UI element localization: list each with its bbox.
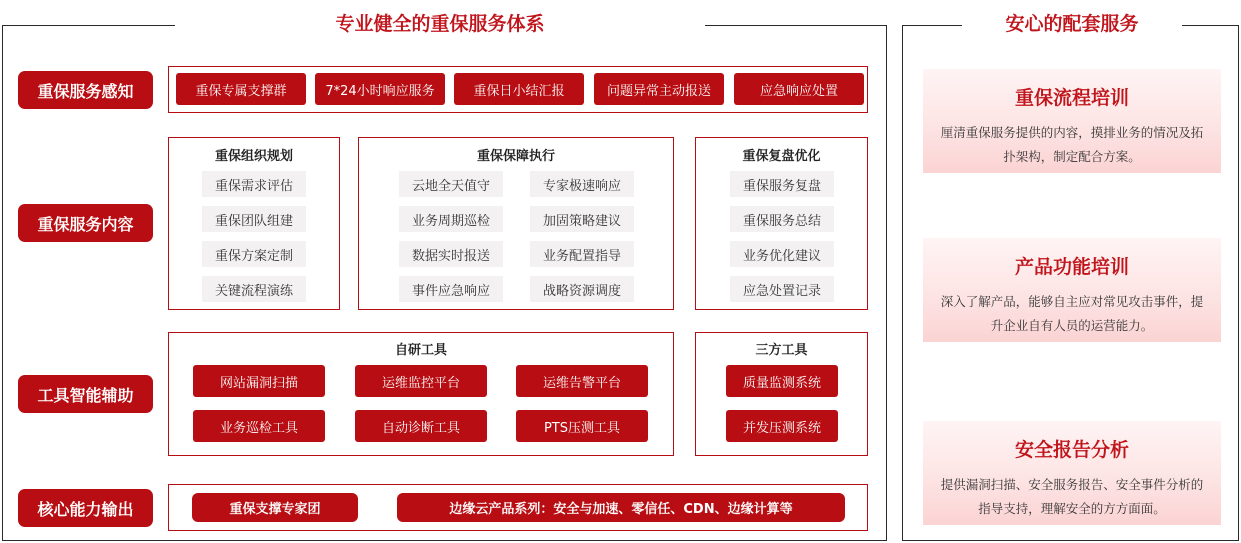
group-third-tools-title: 三方工具	[755, 343, 808, 358]
group-execution-title: 重保保障执行	[476, 149, 555, 164]
review-item: 业务优化建议	[730, 241, 834, 267]
execution-item: 加固策略建议	[530, 206, 634, 232]
third-tool-item: 质量监测系统	[726, 365, 838, 397]
self-tool-item: 运维监控平台	[355, 365, 487, 397]
row-label-tools: 工具智能辅助	[18, 375, 153, 413]
execution-item: 专家极速响应	[530, 171, 634, 197]
service-card-title: 安全报告分析	[1014, 439, 1129, 461]
service-card-desc: 深入了解产品，能够自主应对常见攻击事件，提升企业自有人员的运营能力。	[940, 294, 1204, 333]
right-panel-title: 安心的配套服务	[962, 11, 1182, 37]
execution-item: 业务配置指导	[530, 241, 634, 267]
row-label-perception: 重保服务感知	[18, 71, 153, 109]
group-org-planning-title: 重保组织规划	[214, 149, 293, 164]
perception-item: 应急响应处置	[734, 73, 864, 105]
review-item: 重保服务复盘	[730, 171, 834, 197]
service-card-title: 重保流程培训	[1014, 87, 1129, 109]
perception-item: 重保日小结汇报	[454, 73, 584, 105]
execution-item: 战略资源调度	[530, 276, 634, 302]
row-label-content: 重保服务内容	[18, 204, 153, 242]
service-card-desc: 提供漏洞扫描、安全服务报告、安全事件分析的指导支持，理解安全的方方面面。	[940, 477, 1204, 516]
core-item-expert-team: 重保支撑专家团	[192, 493, 358, 522]
execution-item: 业务周期巡检	[399, 206, 503, 232]
service-card	[923, 69, 1221, 173]
execution-item: 事件应急响应	[399, 276, 503, 302]
self-tool-item: 业务巡检工具	[193, 410, 325, 442]
self-tool-item: 网站漏洞扫描	[193, 365, 325, 397]
org-planning-item: 关键流程演练	[202, 276, 306, 302]
org-planning-item: 重保团队组建	[202, 206, 306, 232]
group-self-tools-title: 自研工具	[394, 343, 447, 358]
self-tool-item: PTS压测工具	[516, 410, 648, 442]
service-card	[923, 238, 1221, 342]
self-tool-item: 自动诊断工具	[355, 410, 487, 442]
service-card-title: 产品功能培训	[1014, 256, 1129, 278]
perception-item: 7*24小时响应服务	[315, 73, 445, 105]
service-card	[923, 421, 1221, 525]
left-panel-title: 专业健全的重保服务体系	[175, 11, 705, 37]
review-item: 应急处置记录	[730, 276, 834, 302]
core-item-product-series: 边缘云产品系列：安全与加速、零信任、CDN、边缘计算等	[397, 493, 845, 522]
execution-item: 云地全天值守	[399, 171, 503, 197]
org-planning-item: 重保方案定制	[202, 241, 306, 267]
perception-item: 问题异常主动报送	[594, 73, 724, 105]
group-review-title: 重保复盘优化	[742, 149, 821, 164]
perception-item: 重保专属支撑群	[176, 73, 306, 105]
review-item: 重保服务总结	[730, 206, 834, 232]
self-tool-item: 运维告警平台	[516, 365, 648, 397]
org-planning-item: 重保需求评估	[202, 171, 306, 197]
execution-item: 数据实时报送	[399, 241, 503, 267]
third-tool-item: 并发压测系统	[726, 410, 838, 442]
service-card-desc: 厘清重保服务提供的内容，摸排业务的情况及拓扑架构，制定配合方案。	[940, 125, 1204, 164]
row-label-core: 核心能力输出	[18, 489, 153, 527]
